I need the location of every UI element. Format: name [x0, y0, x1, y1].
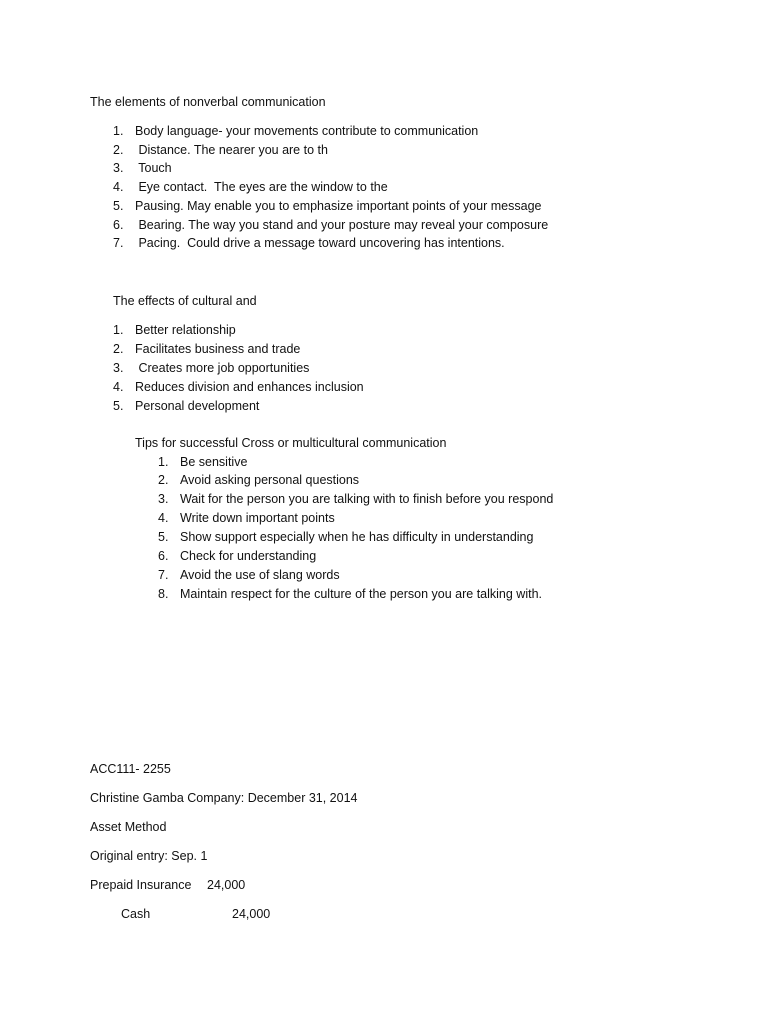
- credit-account: Cash: [121, 907, 151, 921]
- debit-account: Prepaid Insurance: [90, 878, 192, 892]
- credit-amount: 24,000: [232, 907, 271, 921]
- section1-heading: The elements of nonverbal communication: [90, 95, 326, 109]
- s3-num-6: 6.: [158, 549, 169, 563]
- s1-num-4: 4.: [113, 180, 124, 194]
- s3-num-2: 2.: [158, 473, 169, 487]
- s3-num-4: 4.: [158, 511, 169, 525]
- s2-num-1: 1.: [113, 323, 124, 337]
- s3-num-7: 7.: [158, 568, 169, 582]
- s1-item-2: Distance. The nearer you are to th: [135, 143, 328, 157]
- s2-item-4: Reduces division and enhances inclusion: [135, 380, 364, 394]
- s3-num-1: 1.: [158, 455, 169, 469]
- s3-item-5: Show support especially when he has difficulty in understanding: [180, 530, 534, 544]
- s3-num-8: 8.: [158, 587, 169, 601]
- s2-item-1: Better relationship: [135, 323, 236, 337]
- s1-item-6: Bearing. The way you stand and your posture may reveal your composure: [135, 218, 549, 232]
- s3-item-2: Avoid asking personal questions: [180, 473, 360, 487]
- s3-num-5: 5.: [158, 530, 169, 544]
- s3-item-6: Check for understanding: [180, 549, 317, 563]
- entry-label: Original entry: Sep. 1: [90, 849, 208, 863]
- s1-item-1: Body language- your movements contribute to communication: [135, 124, 479, 138]
- s1-item-4: Eye contact. The eyes are the window to the: [135, 180, 388, 194]
- s3-item-1: Be sensitive: [180, 455, 248, 469]
- s3-num-3: 3.: [158, 492, 169, 506]
- s3-item-4: Write down important points: [180, 511, 335, 525]
- s1-num-1: 1.: [113, 124, 124, 138]
- section3-heading: Tips for successful Cross or multicultural communication: [135, 436, 447, 450]
- s2-num-2: 2.: [113, 342, 124, 356]
- s1-num-6: 6.: [113, 218, 124, 232]
- s3-item-3: Wait for the person you are talking with to finish before you respond: [180, 492, 554, 506]
- s1-num-5: 5.: [113, 199, 124, 213]
- section2-heading: The effects of cultural and: [113, 294, 257, 308]
- s2-item-5: Personal development: [135, 399, 260, 413]
- method-label: Asset Method: [90, 820, 167, 834]
- s1-item-3: Touch: [135, 161, 172, 175]
- s1-item-7: Pacing. Could drive a message toward uncovering has intentions.: [135, 236, 505, 250]
- debit-amount: 24,000: [207, 878, 246, 892]
- s2-num-3: 3.: [113, 361, 124, 375]
- company-date: Christine Gamba Company: December 31, 2014: [90, 791, 358, 805]
- s2-item-2: Facilitates business and trade: [135, 342, 301, 356]
- course-code: ACC111- 2255: [90, 762, 171, 776]
- s2-num-4: 4.: [113, 380, 124, 394]
- s1-num-2: 2.: [113, 143, 124, 157]
- s1-num-7: 7.: [113, 236, 124, 250]
- s1-num-3: 3.: [113, 161, 124, 175]
- s3-item-7: Avoid the use of slang words: [180, 568, 340, 582]
- s3-item-8: Maintain respect for the culture of the person you are talking with.: [180, 587, 542, 601]
- s2-item-3: Creates more job opportunities: [135, 361, 310, 375]
- s2-num-5: 5.: [113, 399, 124, 413]
- s1-item-5: Pausing. May enable you to emphasize important points of your message: [135, 199, 542, 213]
